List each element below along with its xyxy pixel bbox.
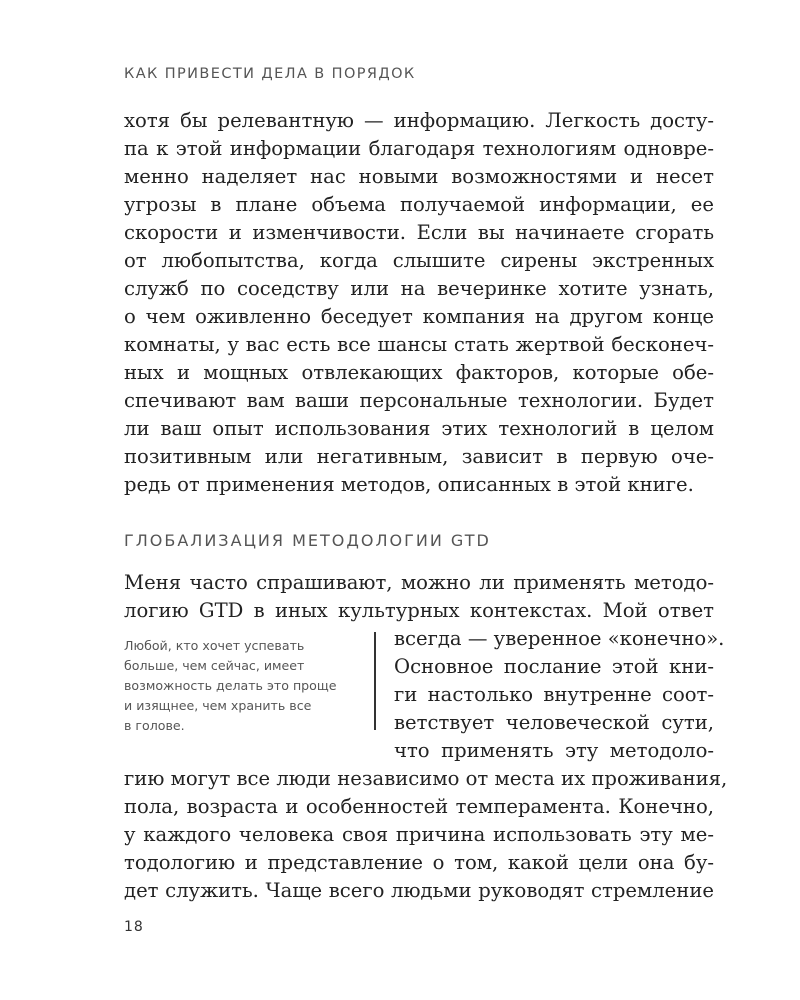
pull-quote-rule	[374, 632, 376, 730]
pull-quote-line: в голове.	[124, 718, 185, 733]
text-line: логию GTD в иных культурных контекстах. Мой ответ	[124, 599, 714, 622]
text-line: всегда — уверенное «конечно».	[394, 627, 725, 650]
page-number: 18	[124, 919, 144, 935]
text-line: от любопытства, когда слышите сирены экстренных	[124, 249, 714, 272]
text-line: гию могут все люди независимо от места их проживания,	[124, 767, 728, 790]
text-line: Меня часто спрашивают, можно ли применять методо-	[124, 571, 714, 594]
text-line: ли ваш опыт использования этих технологий в целом	[124, 417, 714, 440]
text-line: позитивным или негативным, зависит в первую оче-	[124, 445, 714, 468]
text-line: угрозы в плане объема получаемой информации, ее	[124, 193, 714, 216]
text-line: тодологию и представление о том, какой цели она бу-	[124, 851, 714, 874]
text-line: Основное послание этой кни-	[394, 655, 714, 678]
text-line: хотя бы релевантную — информацию. Легкость досту-	[124, 109, 714, 132]
text-line: спечивают вам ваши персональные технологии. Будет	[124, 389, 714, 412]
text-line: менно наделяет нас новыми возможностями и несет	[124, 165, 714, 188]
pull-quote-line: возможность делать это проще	[124, 678, 337, 693]
text-line: ных и мощных отвлекающих факторов, которые обе-	[124, 361, 714, 384]
running-head: КАК ПРИВЕСТИ ДЕЛА В ПОРЯДОК	[124, 66, 416, 82]
text-line: скорости и изменчивости. Если вы начинаете сгорать	[124, 221, 714, 244]
text-line: что применять эту методоло-	[394, 739, 714, 762]
text-line: па к этой информации благодаря технологиям одновре-	[124, 137, 714, 160]
text-line: редь от применения методов, описанных в этой книге.	[124, 473, 694, 496]
text-line: ги настолько внутренне соот-	[394, 683, 714, 706]
text-line: ветствует человеческой сути,	[394, 711, 714, 734]
section-heading: ГЛОБАЛИЗАЦИЯ МЕТОДОЛОГИИ GTD	[124, 531, 491, 550]
text-line: служб по соседству или на вечеринке хотите узнать,	[124, 277, 714, 300]
pull-quote-line: и изящнее, чем хранить все	[124, 698, 312, 713]
pull-quote-line: Любой, кто хочет успевать	[124, 638, 305, 653]
pull-quote	[124, 636, 364, 736]
pull-quote-line: больше, чем сейчас, имеет	[124, 658, 305, 673]
text-line: у каждого человека своя причина использовать эту ме-	[124, 823, 714, 846]
text-line: о чем оживленно беседует компания на другом конце	[124, 305, 714, 328]
text-line: пола, возраста и особенностей темперамента. Конечно,	[124, 795, 714, 818]
text-line: дет служить. Чаще всего людьми руководят стремление	[124, 879, 714, 902]
text-line: комнаты, у вас есть все шансы стать жертвой бесконеч-	[124, 333, 714, 356]
